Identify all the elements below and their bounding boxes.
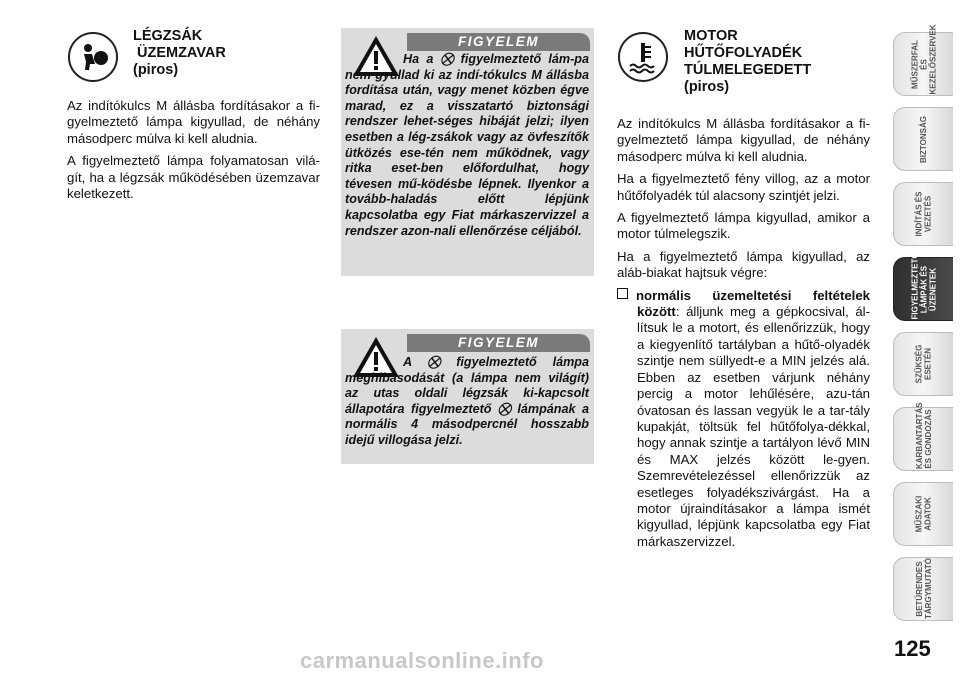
warning-box-passenger-airbag — [341, 329, 594, 464]
paragraph: Az indítókulcs M állásba fordításakor a fi-gyelmeztető lámpa kigyullad, de néhány másodperc múlva ki kell aludnia. — [67, 98, 320, 146]
warning-header: FIGYELEM — [407, 334, 590, 352]
section-tab[interactable] — [893, 332, 953, 396]
section-tab-label: BIZTONSÁG — [919, 115, 928, 163]
paragraph: A figyelmeztető lámpa kigyullad, amikor a motor túlmelegszik. — [617, 210, 870, 242]
page-number: 125 — [894, 636, 931, 661]
title-line: (piros) — [684, 79, 730, 95]
title-line: LÉGZSÁK — [133, 28, 203, 44]
coolant-temperature-icon — [626, 40, 660, 74]
warning-text: A ⛒ figyelmeztető lámpa meghibásodását (a lámpa nem világít) az utas oldali légzsák ki-kapcsolt állapotára figyelmeztető ⛒ lámpának a normális 4 másodpercnél hosszabb idejű villogása jelzi. — [345, 355, 589, 447]
title-line: (piros) — [133, 62, 179, 78]
warning-text: Ha a ⛒ figyelmeztető lám-pa nem gyullad ki az indí-tókulcs M állásba fordítása után, vagy menet közben égve marad, ez a visszatartó biztonsági rendszer lehet-séges hibáját jelzi; ilyen esetben a lég-zsákok vagy az övfeszítők ütközés ese-tén nem működnek, vagy ritka eset-ben előfordulhat, hogy tévesen mű-ködésbe lépnek. Ilyenkor a tovább-haladás előtt lépjünk kapcsolatba egy Fiat márkaszervizzel a rendszer azon-nali ellenőrzése céljából. — [345, 52, 589, 238]
paragraph: Ha a figyelmeztető fény villog, az a motor hűtőfolyadék túl alacsony szintjét jelzi. — [617, 171, 870, 203]
section-tab-label: BETŰRENDES TÁRGYMUTATÓ — [914, 557, 933, 619]
airbag-person-icon — [76, 40, 110, 74]
warning-header: FIGYELEM — [407, 33, 590, 51]
section-tab[interactable] — [893, 107, 953, 171]
paragraph: Ha a figyelmeztető lámpa kigyullad, az aláb-biakat hajtsuk végre: — [617, 248, 870, 281]
title-line: ÜZEMZAVAR — [137, 45, 226, 61]
title-line: HŰTŐFOLYADÉK — [684, 45, 803, 61]
section-tab-label: SZÜKSÉG ESETÉN — [914, 344, 933, 384]
warning-box-airbag-fault — [341, 28, 594, 276]
section-tab-label: MŰSZERFAL ÉS KEZELŐSZERVEK — [910, 23, 937, 94]
coolant-lamp-description — [617, 116, 870, 550]
bullet-text: : álljunk meg a gépkocsival, ál-lítsuk le a motort, és ellenőrizzük, hogy a kiegyenlítő tartályban a hűtő-olyadék szintje nem süllyedt-e a MIN jelzés alá. Ebben az esetben várjunk néhány percig a motor lehűlésére, azu-tán óvatosan és lassan vegyük le a tar-tály kupakját, töltsük fel hűtőfolya-dékkal, hogy annak szintje a tartályon lévő MIN és MAX jelzés között le-gyen. Szemrevételezéssel ellenőrizzük az esetleges folyadékszivárgást. Ha a motor újraindításakor a lámpa ismét kigyullad, lépjünk kapcsolatba egy Fiat márkaszervizzel. — [637, 304, 870, 549]
section-tab[interactable] — [893, 402, 953, 471]
footer-watermark: carmanualsonline.info — [300, 648, 544, 673]
section-tab[interactable] — [893, 23, 953, 96]
section-tab-label: KARBANTARTÁS ÉS GONDOZÁS — [914, 402, 933, 469]
section-tab-label: INDÍTÁS ÉS VEZETÉS — [914, 191, 933, 237]
airbag-lamp-description — [67, 98, 320, 208]
bullet-item — [617, 288, 870, 551]
paragraph: Az indítókulcs M állásba fordításakor a fi-gyelmeztető lámpa kigyullad, de néhány másodperc múlva ki kell aludnia. — [617, 116, 870, 164]
title-line: TÚLMELEGEDETT — [684, 62, 812, 78]
bullet-bold-text: normális üzemeltetési feltételek között — [636, 287, 870, 320]
section-tab[interactable] — [893, 251, 953, 321]
coolant-lamp-icon-frame — [618, 32, 668, 82]
section-tab-label: FIGYELMEZTETŐ LÁMPÁK ÉS ÜZENETEK — [910, 251, 937, 319]
checkbox-bullet-icon — [617, 288, 628, 299]
airbag-lamp-title — [133, 28, 226, 79]
paragraph: A figyelmeztető lámpa folyamatosan vilá-gít, ha a légzsák működésében üzemzavar keletkezett. — [67, 153, 320, 202]
section-tab[interactable] — [893, 182, 953, 246]
coolant-lamp-title — [684, 28, 811, 96]
section-tab-label: MŰSZAKI ADATOK — [914, 495, 933, 533]
title-line: MOTOR — [684, 28, 738, 44]
section-tab[interactable] — [893, 557, 953, 621]
airbag-lamp-icon-frame — [68, 32, 118, 82]
section-tab[interactable] — [893, 482, 953, 546]
